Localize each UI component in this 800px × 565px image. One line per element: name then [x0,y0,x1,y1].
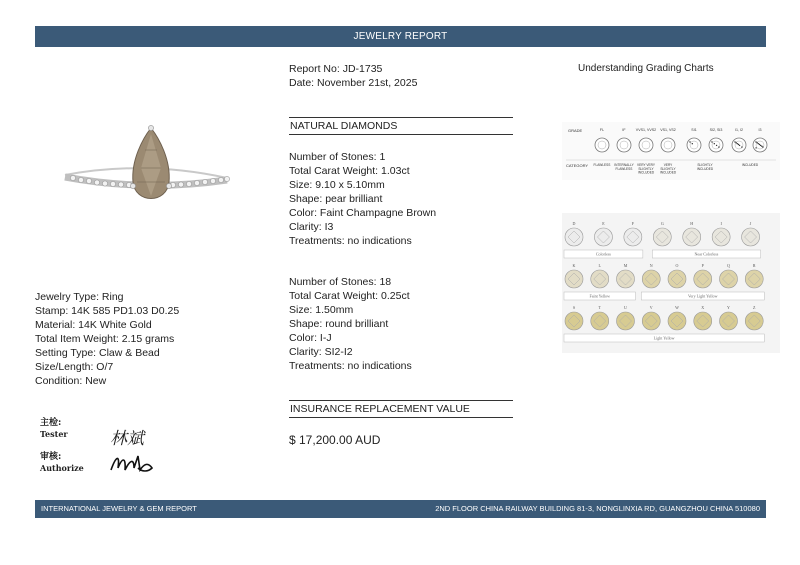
insurance-heading [289,400,513,418]
inclusion-mark [734,141,735,142]
clarity-category-label: INCLUDED [741,163,759,167]
clarity-diamond-icon [639,138,653,152]
authorize-label-cn: 审核: [40,452,62,462]
color-group-label: Light Yellow [653,335,675,341]
inclusion-mark [758,143,759,144]
center-stone-carat: Total Carat Weight: 1.03ct [289,165,410,177]
grading-charts-title: Understanding Grading Charts [578,63,714,74]
color-group-label: Faint Yellow [589,293,610,299]
clarity-diamond-icon [687,138,701,152]
jewelry-setting: Setting Type: Claw & Bead [35,347,160,359]
inclusion-mark [755,141,756,142]
color-grade-letter: S [572,305,576,310]
clarity-diamond-icon [753,138,767,152]
center-stone-details [289,150,436,248]
inclusion-mark [738,144,739,145]
jewelry-stamp: Stamp: 14K 585 PD1.03 D0.25 [35,305,180,317]
tester-signature: 林斌 [110,429,144,449]
side-stones-count: Number of Stones: 18 [289,276,392,288]
inclusion-mark [736,142,737,143]
side-stones-color: Color: I-J [289,332,332,344]
inclusion-mark [714,143,715,144]
clarity-category-label: VERY SLIGHTLY INCLUDED [659,163,677,175]
natural-diamonds-title: NATURAL DIAMONDS [290,120,398,132]
color-grade-letter: K [572,263,576,268]
side-stones-treatments: Treatments: no indications [289,360,412,372]
color-grade-letter: N [649,263,653,268]
insurance-title: INSURANCE REPLACEMENT VALUE [290,403,470,415]
color-grade-letter: X [701,305,705,310]
color-group-label: Colorless [595,251,611,257]
clarity-diamond-icon [732,138,746,152]
report-footer-bar [35,500,766,518]
inclusion-mark [692,143,693,144]
center-stone-size: Size: 9.10 x 5.10mm [289,179,385,191]
inclusion-mark [760,145,761,146]
color-grade-letter: E [602,221,605,226]
side-stones-size: Size: 1.50mm [289,304,354,316]
color-grade-letter: H [690,221,694,226]
inclusion-mark [718,146,719,147]
tester-label-en: Tester [40,429,68,439]
natural-diamonds-heading [289,117,513,135]
color-grade-letter: R [752,263,756,268]
tester-label-cn: 主检: [40,418,62,428]
clarity-category-label: FLAWLESS [593,163,611,167]
clarity-diamond-icon [709,138,723,152]
jewelry-condition: Condition: New [35,375,107,387]
color-grade-letter: Y [727,305,730,310]
color-grade-letter: L [598,263,601,268]
footer-address: 2ND FLOOR CHINA RAILWAY BUILDING 81-3, NONGLINXIA RD, GUANGZHOU CHINA 510080 [435,504,760,513]
side-stones-shape: Shape: round brilliant [289,318,389,330]
report-date: Date: November 21st, 2025 [289,77,418,89]
clarity-category-label: VERY VERY SLIGHTLY INCLUDED [636,163,656,175]
color-grade-letter: T [598,305,601,310]
color-grade-letter: M [623,263,628,268]
side-stones-details [289,275,412,373]
jewelry-specs [35,290,179,388]
insurance-value: $ 17,200.00 AUD [289,433,381,447]
clarity-grade-label: SI1 [691,128,697,132]
clarity-diamond-icon [595,138,609,152]
center-stone-treatments: Treatments: no indications [289,235,412,247]
jewelry-type: Jewelry Type: Ring [35,291,124,303]
color-grade-letter: P [701,263,704,268]
color-grade-letter: Z [753,305,756,310]
color-group-label: Very Light Yellow [688,293,718,299]
clarity-grade-label: VVS1, VVS2 [635,128,657,132]
inclusion-mark [739,145,740,146]
clarity-diamond-icon [617,138,631,152]
center-stone-count: Number of Stones: 1 [289,151,386,163]
report-title: JEWELRY REPORT [353,31,448,42]
clarity-diamond-icon [661,138,675,152]
inclusion-mark [716,145,717,146]
footer-org-name: INTERNATIONAL JEWELRY & GEM REPORT [41,504,197,513]
inclusion-mark [755,147,756,148]
authorize-label-en: Authorize [40,463,84,473]
inclusion-mark [762,146,763,147]
svg-text:CATEGORY: CATEGORY [566,163,589,168]
color-grade-letter: O [675,263,679,268]
center-stone-shape: Shape: pear brilliant [289,193,383,205]
clarity-grade-label: IF [622,128,626,132]
color-grade-letter: D [572,221,576,226]
jewelry-size: Size/Length: O/7 [35,361,114,373]
svg-text:GRADE: GRADE [568,128,583,133]
report-number: Report No: JD-1735 [289,63,383,75]
inclusion-mark [689,141,690,142]
color-grade-letter: F [631,221,634,226]
color-group-label: Near Colorless [694,251,719,257]
inclusion-mark [757,142,758,143]
color-grade-letter: I [720,221,722,226]
clarity-grade-label: FL [599,128,605,132]
clarity-category-label: SLIGHTLY INCLUDED [696,163,714,171]
color-grade-letter: V [649,305,653,310]
jewelry-material: Material: 14K White Gold [35,319,152,331]
jewelry-weight: Total Item Weight: 2.15 grams [35,333,175,345]
color-grade-letter: J [749,221,752,226]
clarity-grade-label: VS1, VS2 [660,128,676,132]
clarity-grade-label: I3 [758,128,762,132]
inclusion-mark [761,146,762,147]
clarity-grading-chart [562,122,780,180]
report-header-bar [35,26,766,47]
center-stone-color: Color: Faint Champagne Brown [289,207,437,219]
color-grade-letter: W [675,305,679,310]
inclusion-mark [737,143,738,144]
color-grade-letter: G [660,221,664,226]
color-grade-letter: U [624,305,627,310]
inclusion-mark [711,141,712,142]
color-grading-chart [562,213,780,353]
color-grade-letter: Q [727,263,730,268]
authorize-signature [108,450,158,476]
clarity-grade-label: SI2, SI3 [709,128,723,132]
side-stones-clarity: Clarity: SI2-I2 [289,346,353,358]
ring-photo [55,120,235,250]
side-stones-carat: Total Carat Weight: 0.25ct [289,290,410,302]
center-stone-clarity: Clarity: I3 [289,221,334,233]
inclusion-mark [759,144,760,145]
inclusion-mark [741,146,742,147]
clarity-grade-label: I1, I2 [735,128,743,132]
clarity-category-label: INTERNALLY FLAWLESS [614,163,634,171]
